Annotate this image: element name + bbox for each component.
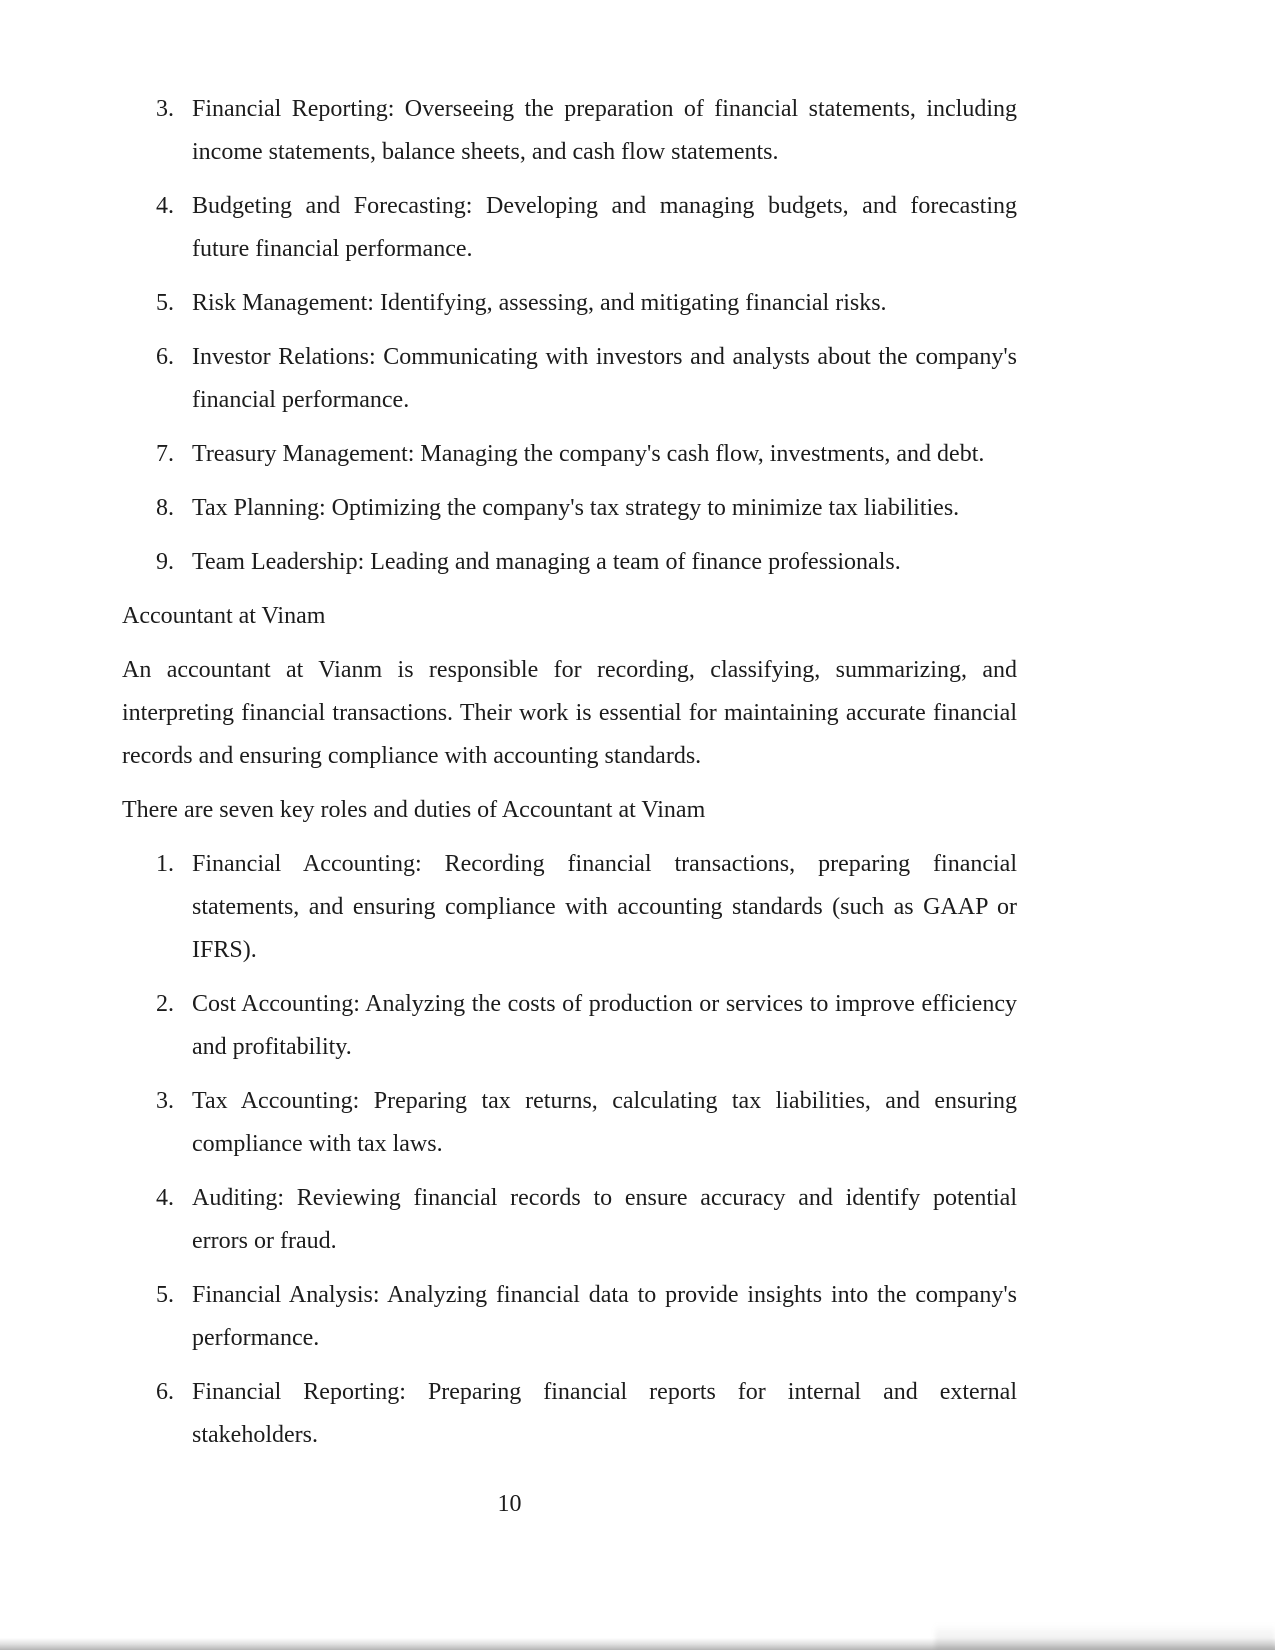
list-item-number: 8.	[156, 495, 174, 521]
list-item-number: 3.	[156, 96, 174, 122]
list-intro: There are seven key roles and duties of Accountant at Vinam	[122, 797, 706, 823]
list-item	[122, 282, 1017, 325]
list-item-number: 5.	[156, 1282, 174, 1308]
list-item	[122, 1274, 1017, 1360]
list-item-text: Team Leadership: Leading and managing a team of finance professionals.	[192, 549, 901, 575]
list-item	[122, 541, 1017, 584]
list-item-text: Financial Reporting: Overseeing the preparation of financial statements, including income statements, balance sheets, and cash flow statements.	[192, 96, 1017, 165]
list-item-number: 2.	[156, 991, 174, 1017]
list-item	[122, 843, 1017, 972]
list-item-number: 6.	[156, 344, 174, 370]
document-content	[122, 88, 1017, 1526]
list-item-text: Cost Accounting: Analyzing the costs of production or services to improve efficiency and profitability.	[192, 991, 1017, 1060]
list-item	[122, 487, 1017, 530]
section-heading: Accountant at Vinam	[122, 603, 326, 629]
body-paragraph: An accountant at Vianm is responsible for recording, classifying, summarizing, and interpreting financial transactions. Their work is essential for maintaining accurate financial records and ensuring compliance with accounting standards.	[122, 657, 1017, 769]
list-item-number: 4.	[156, 193, 174, 219]
list-item-text: Financial Reporting: Preparing financial reports for internal and external stakeholders.	[192, 1379, 1017, 1448]
list-item-number: 1.	[156, 851, 174, 877]
list-item-number: 5.	[156, 290, 174, 316]
list-item-number: 9.	[156, 549, 174, 575]
list-item-text: Treasury Management: Managing the company's cash flow, investments, and debt.	[192, 441, 985, 467]
list-item	[122, 983, 1017, 1069]
scan-edge-artifact	[0, 1638, 1275, 1650]
list-item-text: Tax Accounting: Preparing tax returns, calculating tax liabilities, and ensuring compliance with tax laws.	[192, 1088, 1017, 1157]
list-item	[122, 1371, 1017, 1457]
list-item-number: 6.	[156, 1379, 174, 1405]
list-item-text: Auditing: Reviewing financial records to ensure accuracy and identify potential errors or fraud.	[192, 1185, 1017, 1254]
list-item	[122, 1080, 1017, 1166]
list-item-text: Financial Analysis: Analyzing financial data to provide insights into the company's performance.	[192, 1282, 1017, 1351]
list-item-text: Tax Planning: Optimizing the company's tax strategy to minimize tax liabilities.	[192, 495, 960, 521]
list-item-number: 3.	[156, 1088, 174, 1114]
list-item-number: 7.	[156, 441, 174, 467]
list-item-text: Risk Management: Identifying, assessing, and mitigating financial risks.	[192, 290, 887, 316]
list-item	[122, 433, 1017, 476]
page-number: 10	[497, 1491, 522, 1517]
list-item-number: 4.	[156, 1185, 174, 1211]
list-item-text: Financial Accounting: Recording financial transactions, preparing financial statements, and ensuring compliance with accounting standards (such as GAAP or IFRS).	[192, 851, 1017, 963]
list-item	[122, 88, 1017, 174]
list-item-text: Budgeting and Forecasting: Developing and managing budgets, and forecasting future financial performance.	[192, 193, 1017, 262]
list-item	[122, 185, 1017, 271]
list-item-text: Investor Relations: Communicating with investors and analysts about the company's financial performance.	[192, 344, 1017, 413]
list-item	[122, 336, 1017, 422]
list-item	[122, 1177, 1017, 1263]
